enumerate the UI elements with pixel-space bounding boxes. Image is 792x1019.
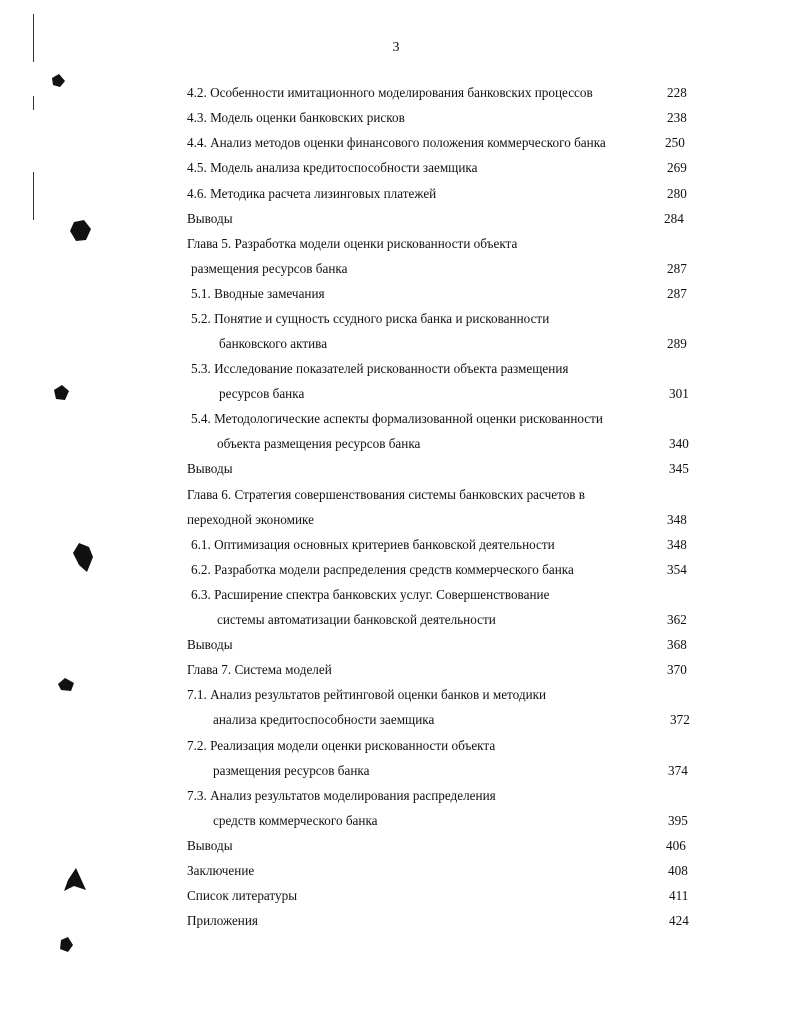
toc-entry-line: размещения ресурсов банка [213, 763, 370, 778]
toc-entry-line: Глава 7. Система моделей [187, 662, 332, 677]
toc-entry-line: Глава 5. Разработка модели оценки рискованности объекта [187, 236, 518, 251]
toc-page-number: 340 [669, 436, 689, 451]
toc-entry-line: 6.1. Оптимизация основных критериев банковской деятельности [191, 537, 555, 552]
toc-page-number: 406 [666, 838, 686, 853]
toc-entry-line: Выводы [187, 637, 233, 652]
toc-page-number: 424 [669, 913, 689, 928]
toc-entry-line: банковского актива [219, 336, 328, 351]
toc-page-number: 362 [667, 612, 687, 627]
toc-entry-line: 7.1. Анализ результатов рейтинговой оценки банков и методики [187, 687, 547, 702]
toc-page-number: 368 [667, 637, 687, 652]
toc-entry-line: ресурсов банка [219, 386, 305, 401]
toc-entry-line: средств коммерческого банка [213, 813, 378, 828]
toc-page-number: 345 [669, 461, 689, 476]
toc-page-number: 289 [667, 336, 687, 351]
toc-page-number: 284 [664, 211, 684, 226]
toc-entry-line: 5.1. Вводные замечания [191, 286, 325, 301]
toc-entry-line: Глава 6. Стратегия совершенствования системы банковских расчетов в [187, 487, 586, 502]
toc-entry-line: 6.2. Разработка модели распределения средств коммерческого банка [191, 562, 574, 577]
toc-page-number: 250 [665, 135, 685, 150]
toc-entry-line: 4.2. Особенности имитационного моделирования банковских процессов [187, 85, 593, 100]
toc-entry-line: Приложения [187, 913, 258, 928]
toc-page-number: 395 [668, 813, 688, 828]
toc-entry-line: 4.3. Модель оценки банковских рисков [187, 110, 405, 125]
toc-entry-line: 7.3. Анализ результатов моделирования распределения [187, 788, 496, 803]
toc-page-number: 280 [667, 186, 687, 201]
toc-entry-line: 5.4. Методологические аспекты формализованной оценки рискованности [191, 411, 603, 426]
toc-page-number: 287 [667, 261, 687, 276]
toc-entry-line: Список литературы [187, 888, 298, 903]
toc-entry-line: анализа кредитоспособности заемщика [213, 712, 435, 727]
toc-page-number: 411 [669, 888, 689, 903]
toc-page-number: 228 [667, 85, 687, 100]
toc-entry-line: Выводы [187, 461, 233, 476]
toc-entry-line: 4.4. Анализ методов оценки финансового положения коммерческого банка [187, 135, 606, 150]
toc-page-number: 354 [667, 562, 687, 577]
toc-page-number: 301 [669, 386, 689, 401]
toc-entry-line: системы автоматизации банковской деятельности [217, 612, 496, 627]
toc-entry-line: Выводы [187, 211, 233, 226]
toc-page-number: 287 [667, 286, 687, 301]
toc-page-number: 269 [667, 160, 687, 175]
toc-entry-line: Заключение [187, 863, 255, 878]
toc-entry-line: размещения ресурсов банка [191, 261, 348, 276]
toc-entry-line: 6.3. Расширение спектра банковских услуг. Совершенствование [191, 587, 550, 602]
page-number: 3 [392, 40, 400, 55]
toc-entry-line: 4.5. Модель анализа кредитоспособности заемщика [187, 160, 478, 175]
toc-entry-line: Выводы [187, 838, 233, 853]
toc-page-number: 348 [667, 537, 687, 552]
toc-page-number: 374 [668, 763, 688, 778]
toc-page-number: 370 [667, 662, 687, 677]
toc-entry-line: 7.2. Реализация модели оценки рискованности объекта [187, 738, 496, 753]
toc-entry-line: 5.2. Понятие и сущность ссудного риска банка и рискованности [191, 311, 550, 326]
toc-page-number: 408 [668, 863, 688, 878]
toc-entry-line: переходной экономике [187, 512, 314, 527]
toc-entry-line: 4.6. Методика расчета лизинговых платежей [187, 186, 437, 201]
toc-entry-line: 5.3. Исследование показателей рискованности объекта размещения [191, 361, 569, 376]
toc-page-number: 372 [670, 712, 690, 727]
toc-entry-line: объекта размещения ресурсов банка [217, 436, 421, 451]
toc-page-number: 348 [667, 512, 687, 527]
toc-page-number: 238 [667, 110, 687, 125]
